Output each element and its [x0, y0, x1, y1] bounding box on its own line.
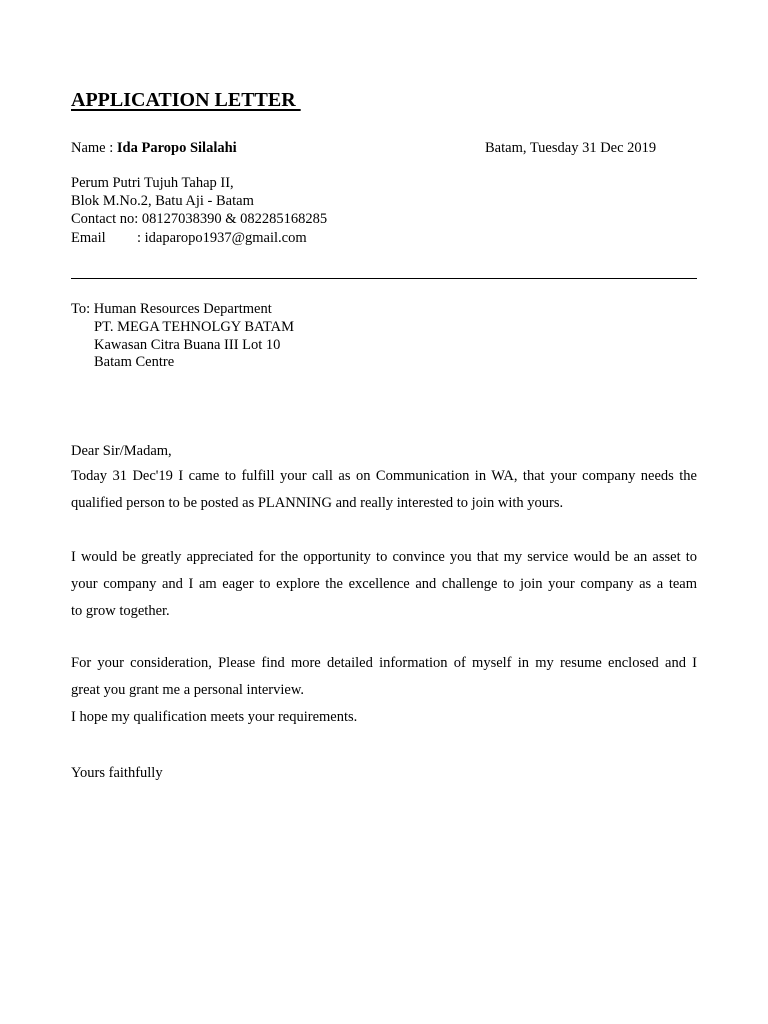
email-line	[71, 229, 307, 247]
recipient-company: PT. MEGA TEHNOLGY BATAM	[94, 319, 294, 335]
recipient-department: To: Human Resources Department	[71, 301, 272, 317]
body-paragraph-1	[71, 463, 697, 517]
header-divider	[71, 278, 697, 279]
email-address: : idaparopo1937@gmail.com	[137, 230, 307, 246]
closing: Yours faithfully	[71, 765, 163, 781]
paragraph-2-line-3: to grow together.	[71, 603, 170, 619]
paragraph-1-line-1: Today 31 Dec'19 I came to fulfill your call as on Communication in WA, that your company needs the	[71, 468, 697, 484]
paragraph-3-line-2: great you grant me a personal interview.	[71, 682, 304, 698]
applicant-name-line	[71, 139, 237, 157]
address-line-1: Perum Putri Tujuh Tahap II,	[71, 175, 234, 191]
letter-title: APPLICATION LETTER	[71, 89, 301, 111]
email-label: Email	[71, 230, 106, 246]
paragraph-1-line-2: qualified person to be posted as PLANNING and really interested to join with yours.	[71, 495, 564, 511]
salutation: Dear Sir/Madam,	[71, 443, 172, 459]
applicant-name: Ida Paropo Silalahi	[116, 140, 237, 156]
name-label: Name :	[71, 140, 117, 156]
body-paragraph-3	[71, 650, 697, 731]
paragraph-3-line-1: For your consideration, Please find more detailed information of myself in my resume enclosed and I	[71, 655, 697, 671]
place-date: Batam, Tuesday 31 Dec 2019	[485, 140, 657, 156]
paragraph-2-line-2: your company and I am eager to explore the excellence and challenge to join your company as a team	[71, 576, 697, 592]
paragraph-2-line-1: I would be greatly appreciated for the opportunity to convince you that my service would be an asset to	[71, 549, 697, 565]
recipient-city: Batam Centre	[94, 354, 175, 370]
paragraph-3-line-3: I hope my qualification meets your requirements.	[71, 709, 358, 725]
address-line-2: Blok M.No.2, Batu Aji - Batam	[71, 193, 254, 209]
contact-number: Contact no: 08127038390 & 082285168285	[71, 211, 328, 227]
body-paragraph-2	[71, 544, 697, 625]
recipient-address: Kawasan Citra Buana III Lot 10	[94, 337, 281, 353]
